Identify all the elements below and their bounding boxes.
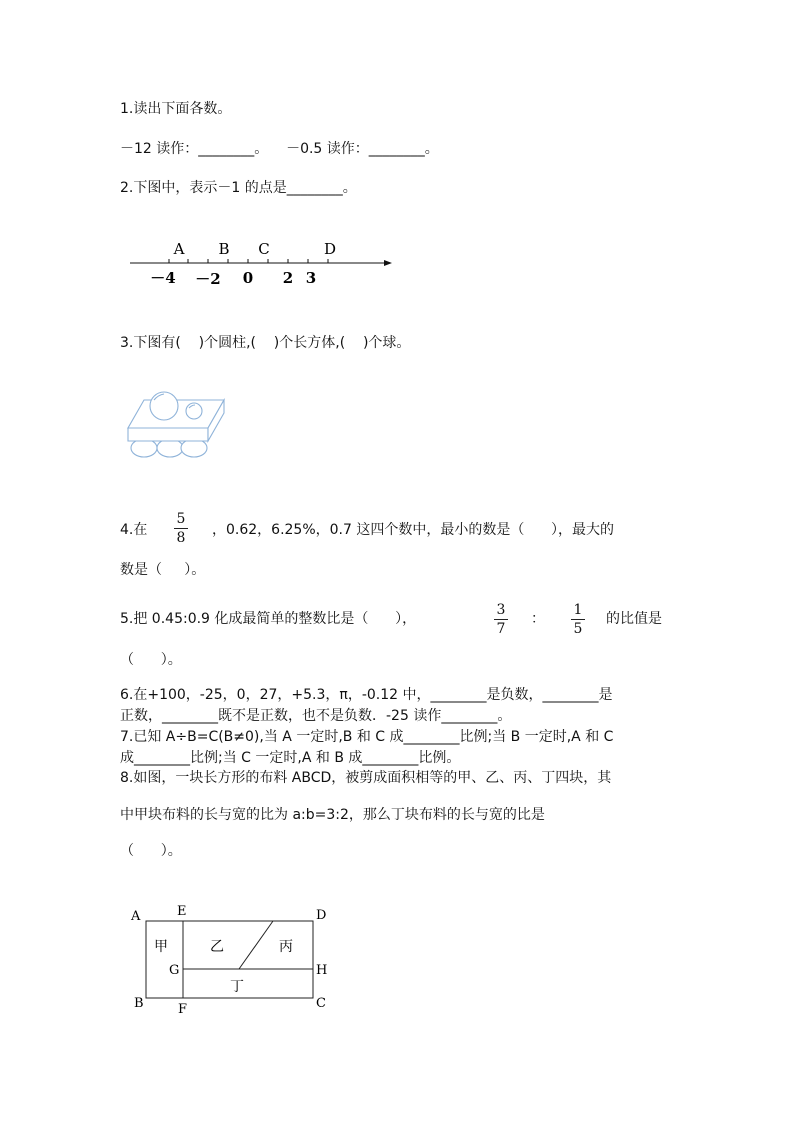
q5-prefix: 5.把 0.45:0.9 化成最简单的整数比是（ ）， bbox=[120, 611, 417, 627]
point-label-b: B bbox=[218, 240, 230, 258]
tick-label-0: 0 bbox=[242, 269, 254, 287]
label-c: C bbox=[316, 996, 326, 1011]
point-label-a: A bbox=[173, 240, 185, 258]
q4-prefix: 4.在 bbox=[120, 522, 148, 538]
region-bing: 丙 bbox=[279, 939, 293, 955]
q5-frac2-den: 5 bbox=[573, 621, 583, 637]
q4-line2: 数是（ ）。 bbox=[120, 562, 206, 578]
q1-title: 1.读出下面各数。 bbox=[120, 101, 232, 117]
q5-frac1-num: 3 bbox=[496, 602, 506, 618]
label-d: D bbox=[316, 908, 327, 923]
q7-line2: 成________比例;当 C 一定时,A 和 B 成________比例。 bbox=[120, 750, 461, 766]
q6-line2: 正数，________既不是正数，也不是负数．-25 读作________。 bbox=[120, 708, 512, 724]
tick-label-3: 3 bbox=[305, 269, 317, 287]
point-label-c: C bbox=[258, 240, 270, 258]
q8-line2: 中甲块布料的长与宽的比为 a:b=3:2，那么丁块布料的长与宽的比是 bbox=[120, 807, 545, 823]
q5-line2: （ ）。 bbox=[120, 652, 182, 668]
q1-line: －12 读作：________。 －0.5 读作：________。 bbox=[120, 141, 439, 157]
tick-label-minus2: －2 bbox=[195, 270, 221, 288]
q8-line3: （ ）。 bbox=[120, 843, 182, 859]
tick-label-2: 2 bbox=[282, 269, 294, 287]
q4-frac-num: 5 bbox=[176, 511, 186, 527]
region-yi: 乙 bbox=[210, 939, 224, 955]
q5-frac2-bar bbox=[571, 619, 585, 620]
q5-frac1-den: 7 bbox=[496, 621, 506, 637]
q2-title: 2.下图中，表示－1 的点是________。 bbox=[120, 180, 357, 196]
number-line-figure bbox=[120, 232, 410, 292]
q4-rest: ，0.62，6.25%，0.7 这四个数中，最小的数是（ ），最大的 bbox=[212, 522, 615, 538]
q7-line1: 7.已知 A÷B=C(B≠0),当 A 一定时,B 和 C 成________比例;当 B 一定时,A 和 C bbox=[120, 729, 614, 745]
q5-fraction-1 bbox=[494, 602, 508, 637]
q8-line1: 8.如图，一块长方形的布料 ABCD，被剪成面积相等的甲、乙、丙、丁四块，其 bbox=[120, 770, 612, 786]
q4-frac-bar bbox=[174, 528, 188, 529]
point-label-d: D bbox=[323, 240, 337, 258]
region-ding: 丁 bbox=[230, 979, 244, 995]
q4-fraction bbox=[174, 511, 188, 546]
fabric-figure bbox=[126, 900, 336, 1020]
q5-frac1-bar bbox=[494, 619, 508, 620]
q6-line1: 6.在+100，-25，0，27，+5.3，π，-0.12 中，________是负数，________是 bbox=[120, 687, 613, 703]
q5-frac2-num: 1 bbox=[573, 602, 583, 618]
q5-colon: ： bbox=[531, 611, 545, 627]
shapes-figure bbox=[124, 386, 228, 462]
label-a: A bbox=[131, 909, 141, 924]
q4-frac-den: 8 bbox=[176, 530, 186, 546]
label-g: G bbox=[169, 963, 180, 978]
tick-label-minus4: －4 bbox=[150, 269, 176, 287]
label-e: E bbox=[177, 904, 187, 919]
q5-fraction-2 bbox=[571, 602, 585, 637]
label-b: B bbox=[134, 996, 144, 1011]
label-f: F bbox=[178, 1002, 188, 1017]
q3-title: 3.下图有( )个圆柱,( )个长方体,( )个球。 bbox=[120, 335, 411, 351]
region-jia: 甲 bbox=[154, 939, 168, 955]
label-h: H bbox=[316, 963, 328, 978]
q5-suffix: 的比值是 bbox=[606, 611, 662, 627]
